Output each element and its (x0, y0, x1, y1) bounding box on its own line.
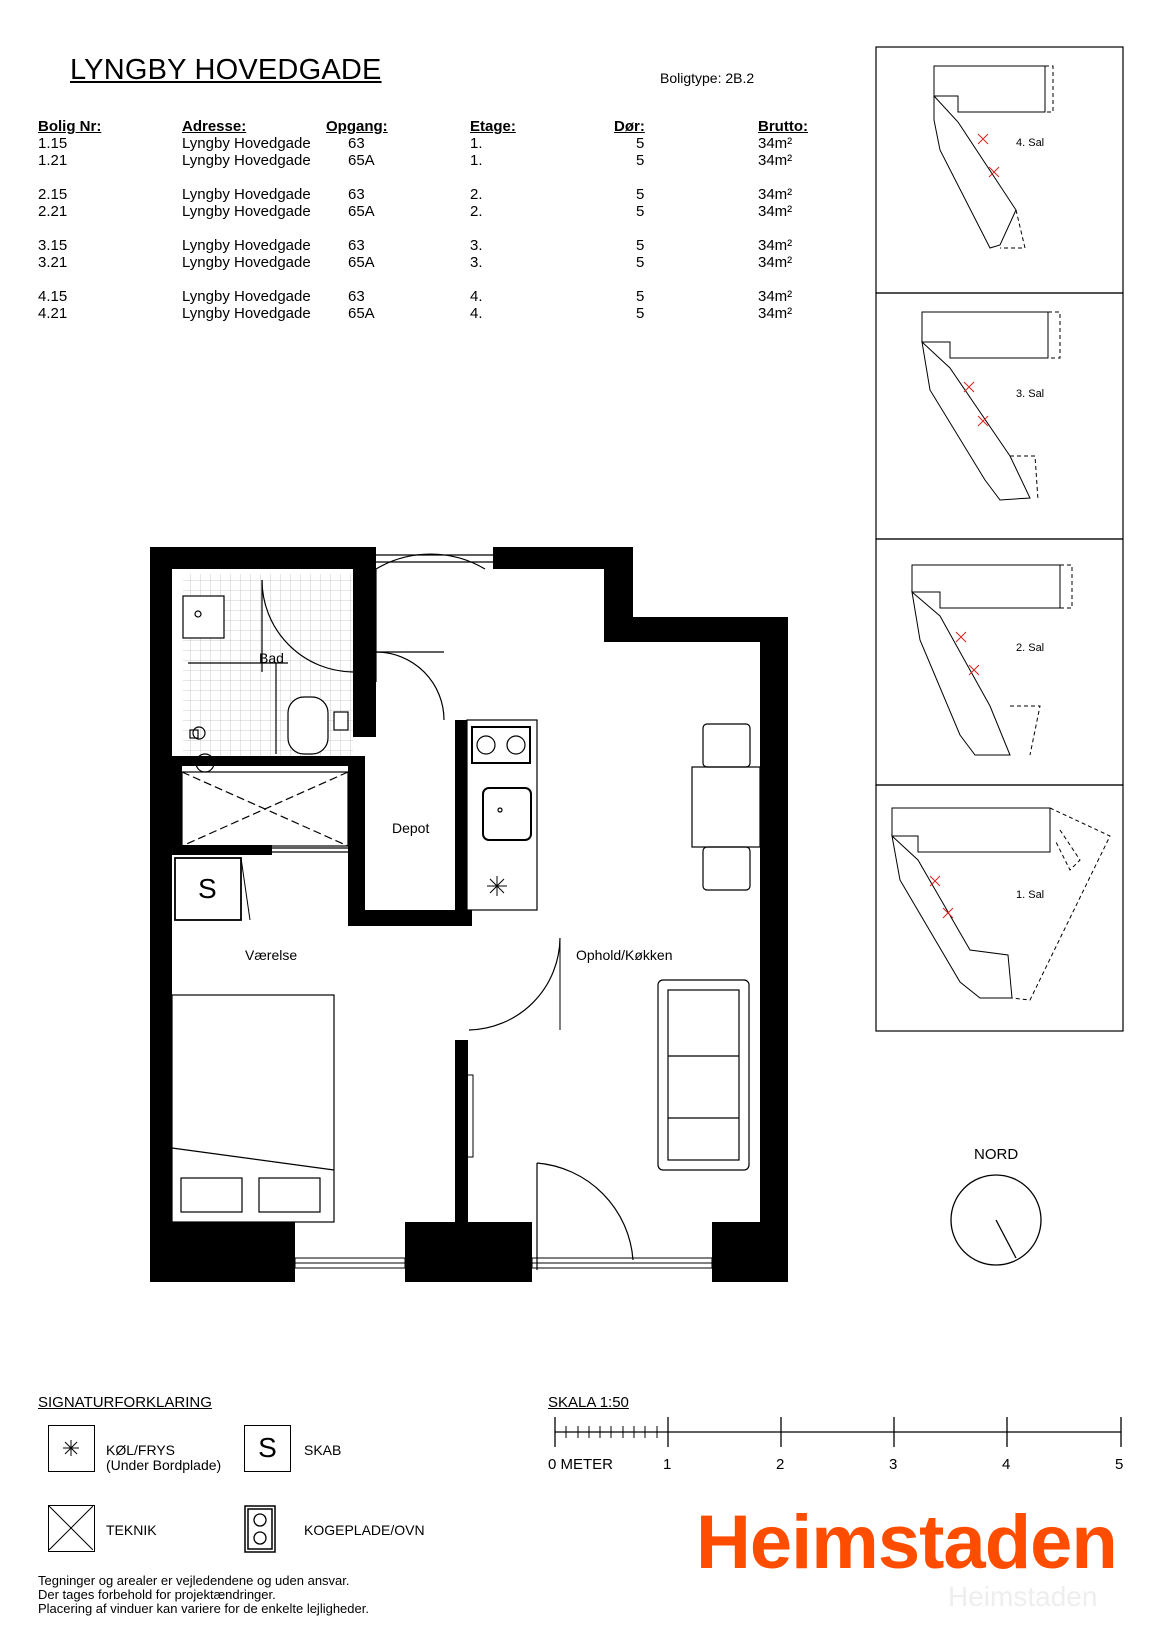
legend-hob-box (244, 1505, 276, 1553)
cell: 5 (636, 203, 645, 220)
cell: 34m² (758, 288, 793, 305)
cell: 34m² (758, 203, 793, 220)
cell: 34m² (758, 305, 793, 322)
cell: 65A (348, 152, 375, 169)
scale-label: 0 METER (548, 1456, 614, 1473)
column-header: Adresse: (182, 118, 247, 135)
key-plan-label: 1. Sal (1016, 889, 1045, 901)
cell: 5 (636, 305, 645, 322)
cell: 34m² (758, 254, 793, 271)
room-label-depot: Depot (392, 820, 430, 836)
page-title: LYNGBY HOVEDGADE (70, 54, 382, 86)
cell: Lyngby Hovedgade (182, 135, 311, 152)
key-plan-label: 3. Sal (1016, 388, 1045, 400)
cell: 5 (636, 135, 645, 152)
legend-fridge-box (48, 1425, 95, 1472)
column-header: Opgang: (326, 118, 388, 135)
key-plan-frame (876, 785, 1123, 1031)
cell: 3.15 (38, 237, 68, 254)
key-plan-frame (876, 539, 1123, 785)
cell: 34m² (758, 186, 793, 203)
cell: 4. (470, 288, 483, 305)
cell: 34m² (758, 152, 793, 169)
cell: Lyngby Hovedgade (182, 186, 311, 203)
cell: 4. (470, 305, 483, 322)
key-plan-building (934, 66, 1053, 248)
disclaimer-line: Tegninger og arealer er vejledendene og uden ansvar. (38, 1573, 350, 1588)
cell: 2. (470, 203, 483, 220)
scale-bar (548, 1415, 1128, 1455)
cell: 1. (470, 152, 483, 169)
legend-technical-label: TEKNIK (106, 1522, 157, 1538)
cell: 3. (470, 237, 483, 254)
column-header: Bolig Nr: (38, 118, 102, 135)
room-label-bad: Bad (259, 650, 284, 666)
cell: 1.21 (38, 152, 68, 169)
cell: 65A (348, 305, 375, 322)
legend-hob-label: KOGEPLADE/OVN (304, 1522, 425, 1538)
legend-fridge-label: KØL/FRYS (106, 1442, 175, 1458)
disclaimer-line: Der tages forbehold for projektændringer. (38, 1587, 276, 1602)
disclaimer (38, 1574, 369, 1616)
disclaimer-line: Placering af vinduer kan variere for de enkelte lejligheder. (38, 1601, 369, 1616)
cell: 1. (470, 135, 483, 152)
brand-logo: Heimstaden (696, 1500, 1117, 1585)
key-plan-label: 2. Sal (1016, 642, 1045, 654)
hob-icon (244, 1505, 276, 1553)
cell: 3. (470, 254, 483, 271)
cell: 5 (636, 186, 645, 203)
room-label-ophold: Ophold/Køkken (576, 947, 673, 963)
north-arrow-icon (946, 1170, 1046, 1270)
cell: 65A (348, 254, 375, 271)
cell: 4.15 (38, 288, 68, 305)
boligtype-label: Boligtype: 2B.2 (660, 70, 755, 86)
key-plan-frame (876, 293, 1123, 539)
legend-title: SIGNATURFORKLARING (38, 1394, 212, 1411)
key-plan-frame (876, 47, 1123, 293)
scale-label: 4 (1002, 1456, 1011, 1473)
cell: 63 (348, 186, 365, 203)
cell: 63 (348, 237, 365, 254)
column-header: Etage: (470, 118, 516, 135)
cell: 5 (636, 237, 645, 254)
scale-label: 3 (889, 1456, 898, 1473)
column-header: Brutto: (758, 118, 808, 135)
legend-cabinet-box: S (244, 1425, 291, 1472)
scale-label: 5 (1115, 1456, 1124, 1473)
cell: 1.15 (38, 135, 68, 152)
column-header: Dør: (614, 118, 645, 135)
cross-box-icon (49, 1506, 93, 1550)
cell: Lyngby Hovedgade (182, 237, 311, 254)
scale-label: 2 (776, 1456, 785, 1473)
cell: 34m² (758, 135, 793, 152)
cell: 5 (636, 152, 645, 169)
cell: 65A (348, 203, 375, 220)
cell: 63 (348, 135, 365, 152)
north-label: NORD (974, 1146, 1019, 1163)
key-plan-building (892, 808, 1110, 1000)
cell: Lyngby Hovedgade (182, 305, 311, 322)
legend-cabinet-label: SKAB (304, 1442, 342, 1458)
cell: Lyngby Hovedgade (182, 254, 311, 271)
cell: Lyngby Hovedgade (182, 203, 311, 220)
room-label-vaerelse: Værelse (245, 947, 298, 963)
cell: 34m² (758, 237, 793, 254)
legend-fridge-sub: (Under Bordplade) (106, 1457, 222, 1473)
cell: 2. (470, 186, 483, 203)
cell: 2.21 (38, 203, 68, 220)
cell: 5 (636, 254, 645, 271)
key-plan-building (912, 565, 1072, 755)
cell: 5 (636, 288, 645, 305)
cell: Lyngby Hovedgade (182, 152, 311, 169)
asterisk-icon (49, 1426, 93, 1470)
cell: 2.15 (38, 186, 68, 203)
cell: 3.21 (38, 254, 68, 271)
scale-label: 1 (663, 1456, 672, 1473)
legend-technical-box (48, 1505, 95, 1552)
scale-title: SKALA 1:50 (548, 1394, 629, 1411)
cell: 63 (348, 288, 365, 305)
cell: 4.21 (38, 305, 68, 322)
key-plan-label: 4. Sal (1016, 137, 1045, 149)
cabinet-symbol: S (198, 873, 217, 904)
brand-watermark: Heimstaden (948, 1581, 1098, 1612)
key-plan-building (922, 312, 1060, 500)
cell: Lyngby Hovedgade (182, 288, 311, 305)
